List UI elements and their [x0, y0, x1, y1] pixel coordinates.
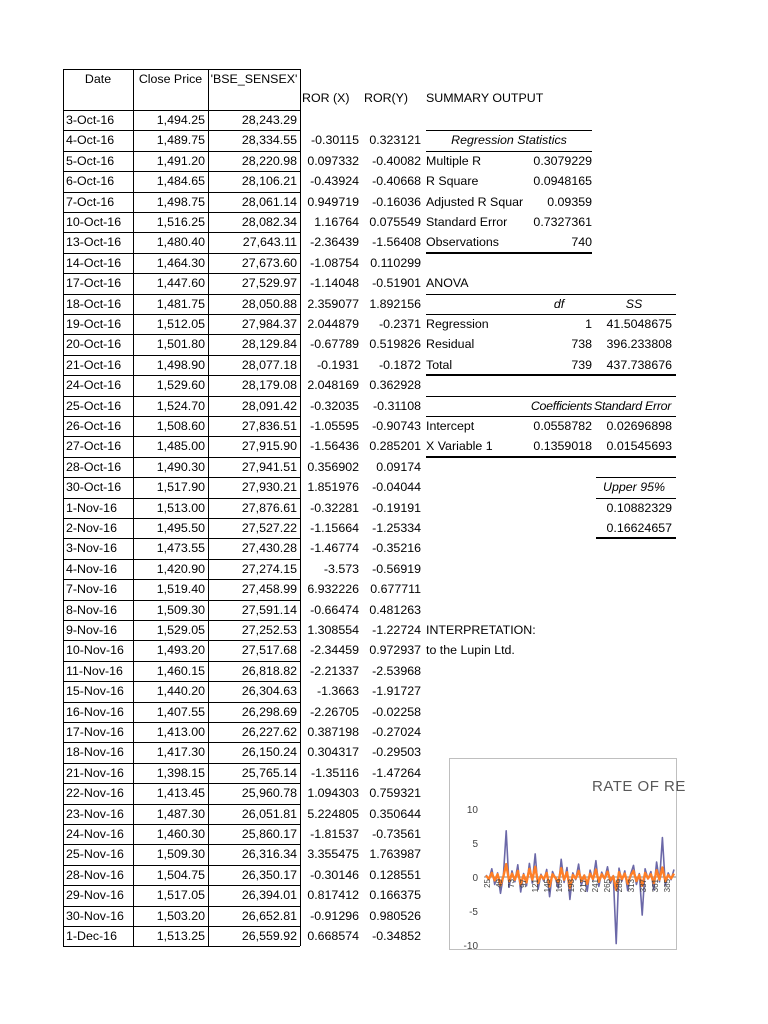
table-grid-hline: [63, 946, 300, 947]
close-price-cell: 1,464.30: [156, 256, 205, 270]
close-price-cell: 1,489.75: [156, 133, 205, 147]
ror-y-cell: -0.16036: [372, 195, 421, 209]
sensex-cell: 25,860.17: [241, 827, 297, 841]
x-tick-label: 73: [507, 879, 516, 888]
date-cell: 3-Oct-16: [66, 113, 115, 127]
anova-ss-header: SS: [625, 297, 643, 311]
sensex-cell: 28,129.84: [241, 337, 297, 351]
sensex-cell: 26,559.92: [241, 929, 297, 943]
ror-x-cell: -2.26705: [310, 705, 359, 719]
date-cell: 13-Oct-16: [66, 235, 122, 249]
date-cell: 18-Oct-16: [66, 297, 122, 311]
ror-y-cell: -1.25334: [372, 521, 421, 535]
ror-x-cell: -0.32281: [310, 501, 359, 515]
date-cell: 4-Oct-16: [66, 133, 115, 147]
reg-stat-label: Observations: [426, 235, 500, 249]
close-price-cell: 1,413.00: [156, 725, 205, 739]
close-price-cell: 1,509.30: [156, 847, 205, 861]
close-price-cell: 1,413.45: [156, 786, 205, 800]
reg-stat-value: 0.0948165: [533, 174, 592, 188]
close-price-cell: 1,501.80: [156, 337, 205, 351]
close-price-cell: 1,512.05: [156, 317, 205, 331]
ror-x-cell: -0.43924: [310, 174, 359, 188]
ror-y-header: ROR(Y): [364, 91, 409, 105]
sensex-cell: 27,930.21: [241, 480, 297, 494]
sensex-cell: 27,591.14: [241, 603, 297, 617]
sensex-cell: 27,529.97: [241, 276, 297, 290]
x-tick-label: 241: [591, 879, 600, 893]
close-price-cell: 1,493.20: [156, 643, 205, 657]
ror-x-cell: -0.32035: [310, 399, 359, 413]
ror-y-cell: -0.2371: [378, 317, 421, 331]
close-price-cell: 1,490.30: [156, 460, 205, 474]
ror-y-cell: 1.892156: [369, 297, 421, 311]
sensex-cell: 26,394.01: [241, 888, 297, 902]
ror-y-cell: -0.1872: [378, 358, 421, 372]
sensex-cell: 28,179.08: [241, 378, 297, 392]
ror-y-cell: [362, 110, 424, 130]
sensex-cell: 27,643.11: [242, 235, 297, 249]
close-price-cell: 1,498.90: [156, 358, 205, 372]
standard-error-header: Standard Error: [594, 399, 672, 413]
ror-x-cell: 1.16764: [314, 215, 359, 229]
close-price-cell: 1,503.20: [156, 909, 205, 923]
close-price-header: Close Price: [138, 72, 203, 86]
close-price-cell: 1,529.60: [156, 378, 205, 392]
ror-x-cell: -0.30115: [311, 133, 359, 147]
sensex-cell: 25,960.78: [241, 786, 297, 800]
sensex-cell: 27,673.60: [241, 256, 297, 270]
date-cell: 4-Nov-16: [66, 562, 117, 576]
reg-stat-value: 0.3079229: [533, 154, 592, 168]
sensex-cell: 27,517.68: [241, 643, 297, 657]
interpretation-text: to the Lupin Ltd.: [426, 643, 515, 657]
ror-y-cell: -0.56919: [372, 562, 421, 576]
ror-x-cell: -1.35116: [311, 766, 359, 780]
close-price-cell: 1,498.75: [156, 195, 205, 209]
date-cell: 22-Nov-16: [66, 786, 124, 800]
ror-y-cell: -0.29503: [372, 745, 421, 759]
close-price-cell: 1,513.25: [156, 929, 205, 943]
ror-x-cell: -0.91296: [310, 909, 359, 923]
ror-x-cell: 5.224805: [307, 807, 359, 821]
close-price-cell: 1,517.90: [156, 480, 205, 494]
close-price-cell: 1,420.90: [156, 562, 205, 576]
anova-bottom-rule: [426, 374, 676, 376]
anova-df-value: 738: [571, 337, 592, 351]
close-price-cell: 1,509.30: [156, 603, 205, 617]
ror-y-cell: 0.166375: [369, 888, 421, 902]
ror-y-cell: -0.31108: [373, 399, 421, 413]
date-cell: 29-Nov-16: [66, 888, 124, 902]
ror-x-cell: -3.573: [323, 562, 359, 576]
close-price-cell: 1,513.00: [156, 501, 205, 515]
anova-title: ANOVA: [426, 276, 469, 290]
sensex-cell: 28,061.14: [241, 195, 297, 209]
ror-x-cell: -1.14048: [310, 276, 359, 290]
date-cell: 20-Oct-16: [66, 337, 122, 351]
upper-95-value: 0.10882329: [606, 501, 672, 515]
date-header: Date: [84, 72, 112, 86]
ror-y-cell: -0.51901: [372, 276, 421, 290]
date-cell: 28-Oct-16: [66, 460, 122, 474]
date-cell: 9-Nov-16: [66, 623, 117, 637]
reg-stat-label: Standard Error: [426, 215, 508, 229]
ror-x-header: ROR (X): [302, 91, 350, 105]
anova-row-label: Regression: [426, 317, 489, 331]
x-tick-label: 361: [651, 879, 660, 893]
y-tick-label: 10: [466, 805, 478, 816]
sensex-cell: 26,150.24: [241, 745, 297, 759]
anova-df-header: df: [553, 297, 565, 311]
coef-value: 0.1359018: [533, 439, 592, 453]
sensex-header: 'BSE_SENSEX': [210, 72, 298, 86]
date-cell: 21-Oct-16: [66, 358, 122, 372]
close-price-cell: 1,398.15: [156, 766, 205, 780]
sensex-cell: 26,350.17: [241, 868, 297, 882]
ror-x-cell: -0.67789: [310, 337, 359, 351]
ror-y-cell: 0.110299: [370, 256, 421, 270]
ror-y-cell: -1.56408: [372, 235, 421, 249]
reg-stat-value: 0.7327361: [533, 215, 592, 229]
date-cell: 11-Nov-16: [66, 664, 123, 678]
date-cell: 18-Nov-16: [66, 745, 124, 759]
ror-x-cell: 0.304317: [307, 745, 359, 759]
ror-x-cell: 1.851976: [307, 480, 359, 494]
ror-y-cell: 0.09174: [376, 460, 421, 474]
date-cell: 16-Nov-16: [66, 705, 124, 719]
chart-title: RATE OF RE: [592, 778, 686, 795]
close-price-cell: 1,508.60: [156, 419, 205, 433]
date-cell: 25-Nov-16: [66, 847, 124, 861]
date-cell: 19-Oct-16: [66, 317, 122, 331]
date-cell: 7-Oct-16: [66, 195, 115, 209]
ror-x-cell: 1.094303: [307, 786, 359, 800]
ror-y-cell: 0.481263: [369, 603, 421, 617]
sensex-cell: 27,915.90: [241, 439, 297, 453]
ror-x-cell: 2.044879: [307, 317, 359, 331]
x-tick-label: 25: [483, 879, 492, 888]
date-cell: 28-Nov-16: [66, 868, 124, 882]
ror-y-cell: -0.73561: [372, 827, 421, 841]
anova-row-label: Total: [426, 358, 453, 372]
close-price-cell: 1,407.55: [156, 705, 205, 719]
sensex-cell: 26,051.81: [241, 807, 297, 821]
date-cell: 25-Oct-16: [66, 399, 122, 413]
date-cell: 1-Dec-16: [66, 929, 117, 943]
regression-stats-bottom-rule: [426, 252, 592, 254]
y-tick-label: 5: [472, 839, 478, 850]
ror-y-cell: -0.27024: [372, 725, 421, 739]
date-cell: 21-Nov-16: [66, 766, 124, 780]
sensex-cell: 28,220.98: [241, 154, 297, 168]
ror-x-cell: -0.30146: [310, 868, 359, 882]
sensex-cell: 28,334.55: [241, 133, 297, 147]
sensex-cell: 27,430.28: [241, 541, 297, 555]
close-price-cell: 1,529.05: [156, 623, 205, 637]
date-cell: 10-Nov-16: [66, 643, 124, 657]
close-price-cell: 1,473.55: [156, 541, 205, 555]
close-price-cell: 1,519.40: [156, 582, 205, 596]
sensex-cell: 28,106.21: [241, 174, 297, 188]
y-tick-label: -5: [469, 907, 478, 918]
close-price-cell: 1,517.05: [156, 888, 205, 902]
ror-x-cell: 0.949719: [307, 195, 359, 209]
date-cell: 7-Nov-16: [66, 582, 117, 596]
ror-x-cell: 6.932226: [307, 582, 359, 596]
anova-ss-value: 396.233808: [606, 337, 672, 351]
x-tick-label: 289: [615, 879, 624, 893]
std-error-value: 0.01545693: [606, 439, 672, 453]
ror-x-cell: 2.359077: [307, 297, 359, 311]
ror-x-cell: -1.3663: [316, 684, 359, 698]
date-cell: 27-Oct-16: [66, 439, 122, 453]
x-tick-label: 169: [555, 879, 564, 893]
close-price-cell: 1,447.60: [156, 276, 205, 290]
sensex-cell: 27,458.99: [241, 582, 297, 596]
ror-x-cell: 0.097332: [307, 154, 359, 168]
sensex-cell: 27,876.61: [241, 501, 297, 515]
ror-x-cell: -1.56436: [310, 439, 359, 453]
close-price-cell: 1,440.20: [156, 684, 205, 698]
ror-y-cell: -0.40668: [372, 174, 421, 188]
date-cell: 6-Oct-16: [66, 174, 115, 188]
close-price-cell: 1,460.30: [156, 827, 205, 841]
date-cell: 24-Nov-16: [66, 827, 124, 841]
ror-x-cell: 0.668574: [307, 929, 359, 943]
rate-of-return-chart[interactable]: [449, 758, 686, 952]
ror-x-cell: -0.66474: [310, 603, 359, 617]
date-cell: 1-Nov-16: [66, 501, 117, 515]
x-tick-label: 121: [531, 879, 540, 893]
ror-y-cell: -0.04044: [372, 480, 421, 494]
date-cell: 5-Oct-16: [66, 154, 115, 168]
ror-y-cell: 1.763987: [369, 847, 421, 861]
close-price-cell: 1,504.75: [156, 868, 205, 882]
date-cell: 17-Oct-16: [66, 276, 122, 290]
ror-x-cell: 2.048169: [307, 378, 359, 392]
close-price-cell: 1,481.75: [156, 297, 205, 311]
date-cell: 30-Oct-16: [66, 480, 122, 494]
ror-y-cell: 0.350644: [369, 807, 421, 821]
ror-x-cell: 3.355475: [307, 847, 359, 861]
ror-y-cell: -0.40082: [372, 154, 421, 168]
upper95-bottom-rule: [596, 537, 676, 539]
sensex-cell: 28,077.18: [241, 358, 297, 372]
x-tick-label: 313: [627, 879, 636, 893]
sensex-cell: 26,298.69: [241, 705, 297, 719]
date-cell: 2-Nov-16: [66, 521, 117, 535]
date-cell: 26-Oct-16: [66, 419, 122, 433]
ror-y-cell: -1.91727: [372, 684, 421, 698]
coef-row-label: Intercept: [426, 419, 475, 433]
sensex-cell: 27,836.51: [241, 419, 297, 433]
reg-stat-value: 740: [571, 235, 592, 249]
close-price-cell: 1,487.30: [156, 807, 205, 821]
ror-y-cell: 0.285201: [369, 439, 421, 453]
close-price-cell: 1,495.50: [156, 521, 205, 535]
sensex-cell: 28,050.88: [241, 297, 297, 311]
anova-ss-value: 437.738676: [606, 358, 672, 372]
ror-y-cell: -0.19191: [372, 501, 421, 515]
anova-ss-value: 41.5048675: [606, 317, 672, 331]
ror-x-cell: 0.387198: [307, 725, 359, 739]
y-tick-label: -10: [463, 941, 478, 952]
ror-x-cell: -0.1931: [316, 358, 359, 372]
sensex-cell: 26,818.82: [241, 664, 297, 678]
ror-x-cell: 0.817412: [307, 888, 359, 902]
ror-y-cell: 0.972937: [369, 643, 421, 657]
sensex-cell: 25,765.14: [241, 766, 297, 780]
table-grid-hline: [63, 69, 300, 70]
close-price-cell: 1,484.65: [156, 174, 205, 188]
anova-df-value: 739: [571, 358, 592, 372]
close-price-cell: 1,516.25: [156, 215, 205, 229]
close-price-cell: 1,480.40: [156, 235, 205, 249]
date-cell: 3-Nov-16: [66, 541, 117, 555]
close-price-cell: 1,491.20: [156, 154, 205, 168]
ror-y-cell: 0.128551: [369, 868, 421, 882]
regression-stats-title: Regression Statistics: [451, 133, 567, 147]
x-tick-label: 49: [495, 879, 504, 888]
sensex-cell: 27,984.37: [241, 317, 297, 331]
ror-x-cell: -1.05595: [310, 419, 359, 433]
ror-y-cell: -0.90743: [372, 419, 421, 433]
x-tick-label: 385: [663, 879, 672, 893]
sensex-cell: 27,941.51: [241, 460, 297, 474]
reg-stat-label: Multiple R: [426, 154, 482, 168]
ror-y-cell: -0.35216: [372, 541, 421, 555]
ror-y-cell: -2.53968: [372, 664, 421, 678]
ror-y-cell: 0.323121: [369, 133, 421, 147]
ror-x-cell: -2.36439: [310, 235, 359, 249]
date-cell: 15-Nov-16: [66, 684, 124, 698]
sensex-cell: 26,227.62: [241, 725, 297, 739]
ror-x-cell: -1.08754: [310, 256, 359, 270]
coef-bottom-rule: [426, 456, 676, 458]
date-cell: 24-Oct-16: [66, 378, 122, 392]
sensex-cell: 26,652.81: [241, 909, 297, 923]
upper-95-header: Upper 95%: [603, 480, 665, 494]
ror-x-cell: -2.34459: [310, 643, 359, 657]
ror-x-cell: 0.356902: [307, 460, 359, 474]
ror-y-cell: -0.34852: [372, 929, 421, 943]
upper-95-value: 0.16624657: [606, 521, 672, 535]
x-tick-label: 337: [639, 879, 648, 893]
sensex-cell: 28,091.42: [241, 399, 297, 413]
date-cell: 8-Nov-16: [66, 603, 117, 617]
ror-x-cell: -1.46774: [310, 541, 359, 555]
close-price-cell: 1,485.00: [156, 439, 205, 453]
coef-row-label: X Variable 1: [426, 439, 493, 453]
date-cell: 30-Nov-16: [66, 909, 124, 923]
reg-stat-label: R Square: [426, 174, 479, 188]
y-tick-label: 0: [472, 873, 478, 884]
sensex-cell: 27,527.22: [241, 521, 297, 535]
anova-row-label: Residual: [426, 337, 475, 351]
sensex-cell: 26,304.63: [241, 684, 297, 698]
x-tick-label: 265: [603, 879, 612, 893]
sensex-cell: 27,274.15: [241, 562, 297, 576]
x-tick-label: 145: [543, 879, 552, 893]
close-price-cell: 1,524.70: [156, 399, 205, 413]
ror-x-cell: -1.81537: [310, 827, 359, 841]
anova-df-value: 1: [585, 317, 592, 331]
sensex-cell: 26,316.34: [241, 847, 297, 861]
ror-x-cell: -1.15664: [310, 521, 359, 535]
chart-svg: [450, 759, 686, 952]
x-tick-label: 97: [519, 879, 528, 888]
date-cell: 10-Oct-16: [66, 215, 122, 229]
x-tick-label: 217: [579, 879, 588, 893]
close-price-cell: 1,494.25: [156, 113, 205, 127]
ror-y-cell: 0.677711: [370, 582, 421, 596]
sensex-cell: 28,082.34: [241, 215, 297, 229]
ror-x-cell: [300, 110, 362, 130]
close-price-cell: 1,417.30: [156, 745, 205, 759]
close-price-cell: 1,460.15: [156, 664, 205, 678]
sensex-cell: 28,243.29: [241, 113, 297, 127]
ror-y-cell: -0.02258: [372, 705, 421, 719]
ror-y-cell: 0.759321: [369, 786, 421, 800]
std-error-value: 0.02696898: [606, 419, 672, 433]
ror-x-cell: 1.308554: [307, 623, 359, 637]
ror-y-cell: -1.22724: [372, 623, 421, 637]
interpretation-title: INTERPRETATION:: [426, 623, 536, 637]
x-tick-label: 193: [567, 879, 576, 893]
ror-y-cell: 0.980526: [369, 909, 421, 923]
coefficients-header: Coefficients: [530, 399, 592, 413]
summary-output-title: SUMMARY OUTPUT: [426, 91, 544, 105]
ror-y-cell: 0.362928: [369, 378, 421, 392]
ror-y-cell: -1.47264: [372, 766, 421, 780]
date-cell: 23-Nov-16: [66, 807, 124, 821]
date-cell: 17-Nov-16: [66, 725, 124, 739]
coef-value: 0.0558782: [533, 419, 592, 433]
reg-stat-value: 0.09359: [547, 195, 592, 209]
ror-y-cell: 0.519826: [369, 337, 421, 351]
ror-x-cell: -2.21337: [310, 664, 359, 678]
reg-stat-label: Adjusted R Squar: [426, 195, 524, 209]
sensex-cell: 27,252.53: [241, 623, 297, 637]
ror-y-cell: 0.075549: [369, 215, 421, 229]
date-cell: 14-Oct-16: [66, 256, 122, 270]
